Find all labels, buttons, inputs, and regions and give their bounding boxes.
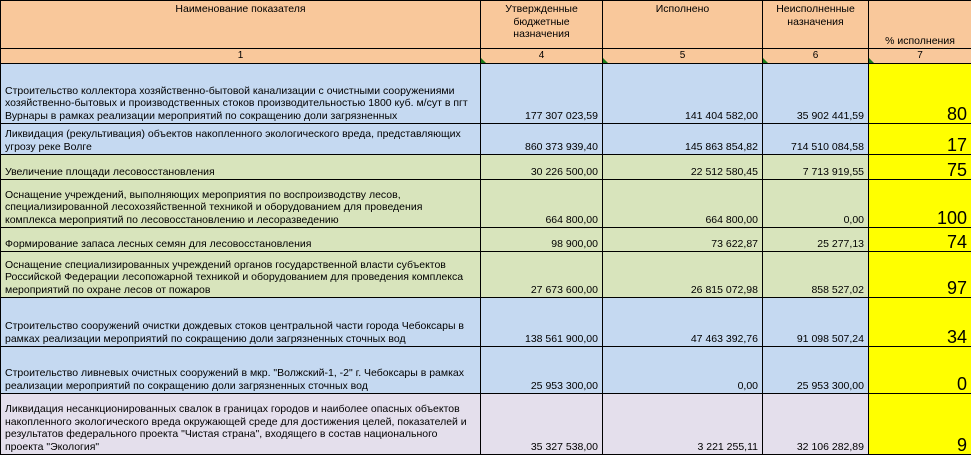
row-executed: 145 863 854,82: [603, 124, 763, 155]
row-unexecuted: 714 510 084,58: [763, 124, 869, 155]
table-row: [1, 64, 971, 124]
row-name: Оснащение учреждений, выполняющих мероприятия по воспроизводству лесов, специализированной лесохозяйственной техникой и оборудованием для проведения комплекса мероприятий по лесовосстановлению и лесоразведению: [1, 180, 481, 228]
row-percent: 80: [869, 64, 971, 124]
row-approved: 30 226 500,00: [481, 155, 603, 180]
row-approved: 25 953 300,00: [481, 347, 603, 394]
row-name: Ликвидация несанкционированных свалок в границах городов и наиболее опасных объектов накопленного экологического вреда окружающей среде для достижения целей, показателей и результатов федерального проекта "Чистая страна", входящего в состав национального проекта "Экология": [1, 394, 481, 455]
header-row: [1, 1, 971, 49]
row-percent: 100: [869, 180, 971, 228]
table-row: [1, 394, 971, 455]
header-executed: Исполнено: [603, 1, 763, 49]
row-unexecuted: 0,00: [763, 180, 869, 228]
header-name: Наименование показателя: [1, 1, 481, 49]
table-row: [1, 298, 971, 347]
row-approved: 138 561 900,00: [481, 298, 603, 347]
row-name: Строительство ливневых очистных сооружений в мкр. "Волжский-1, -2" г. Чебоксары в рамках реализации мероприятий по сокращению доли загрязненных сточных вод: [1, 347, 481, 394]
index-col-4: 4: [481, 49, 603, 64]
row-approved: 177 307 023,59: [481, 64, 603, 124]
row-percent: 75: [869, 155, 971, 180]
row-unexecuted: 25 953 300,00: [763, 347, 869, 394]
index-col-7: 7: [869, 49, 971, 64]
row-executed: 141 404 582,00: [603, 64, 763, 124]
row-executed: 0,00: [603, 347, 763, 394]
table-row: [1, 252, 971, 298]
index-col-1: 1: [1, 49, 481, 64]
row-unexecuted: 7 713 919,55: [763, 155, 869, 180]
row-unexecuted: 25 277,13: [763, 228, 869, 252]
table-row: [1, 228, 971, 252]
row-percent: 0: [869, 347, 971, 394]
row-name: Строительство сооружений очистки дождевых стоков центральной части города Чебоксары в рамках реализации мероприятий по сокращению доли загрязненных сточных вод: [1, 298, 481, 347]
row-name: Ликвидация (рекультивация) объектов накопленного экологического вреда, представляющих угрозу реке Волге: [1, 124, 481, 155]
row-approved: 27 673 600,00: [481, 252, 603, 298]
row-name: Оснащение специализированных учреждений органов государственной власти субъектов Российской Федерации лесопожарной техникой и оборудованием для проведения комплекса мероприятий по охране лесов от пожаров: [1, 252, 481, 298]
row-percent: 97: [869, 252, 971, 298]
index-col-6: 6: [763, 49, 869, 64]
row-percent: 17: [869, 124, 971, 155]
row-executed: 664 800,00: [603, 180, 763, 228]
row-approved: 860 373 939,40: [481, 124, 603, 155]
row-unexecuted: 32 106 282,89: [763, 394, 869, 455]
row-approved: 35 327 538,00: [481, 394, 603, 455]
row-executed: 47 463 392,76: [603, 298, 763, 347]
row-name: Строительство коллектора хозяйственно-бытовой канализации с очистными сооружениями хозяйственно-бытовых и производственных стоков производительностью 1800 куб. м/сут в пгт Вурнары в рамках реализации мероприятий по сокращению доли загрязненных: [1, 64, 481, 124]
row-unexecuted: 35 902 441,59: [763, 64, 869, 124]
row-approved: 98 900,00: [481, 228, 603, 252]
table-row: [1, 124, 971, 155]
table-row: [1, 155, 971, 180]
row-percent: 74: [869, 228, 971, 252]
table-row: [1, 347, 971, 394]
row-name: Увеличение площади лесовосстановления: [1, 155, 481, 180]
row-executed: 22 512 580,45: [603, 155, 763, 180]
table-row: [1, 180, 971, 228]
row-unexecuted: 91 098 507,24: [763, 298, 869, 347]
row-name: Формирование запаса лесных семян для лесовосстановления: [1, 228, 481, 252]
header-unexecuted: Неисполненные назначения: [763, 1, 869, 49]
header-approved: Утвержденные бюджетные назначения: [481, 1, 603, 49]
row-percent: 34: [869, 298, 971, 347]
index-row: [1, 49, 971, 64]
row-executed: 73 622,87: [603, 228, 763, 252]
row-approved: 664 800,00: [481, 180, 603, 228]
header-percent: % исполнения: [869, 1, 971, 49]
row-executed: 26 815 072,98: [603, 252, 763, 298]
row-percent: 9: [869, 394, 971, 455]
index-col-5: 5: [603, 49, 763, 64]
row-executed: 3 221 255,11: [603, 394, 763, 455]
row-unexecuted: 858 527,02: [763, 252, 869, 298]
